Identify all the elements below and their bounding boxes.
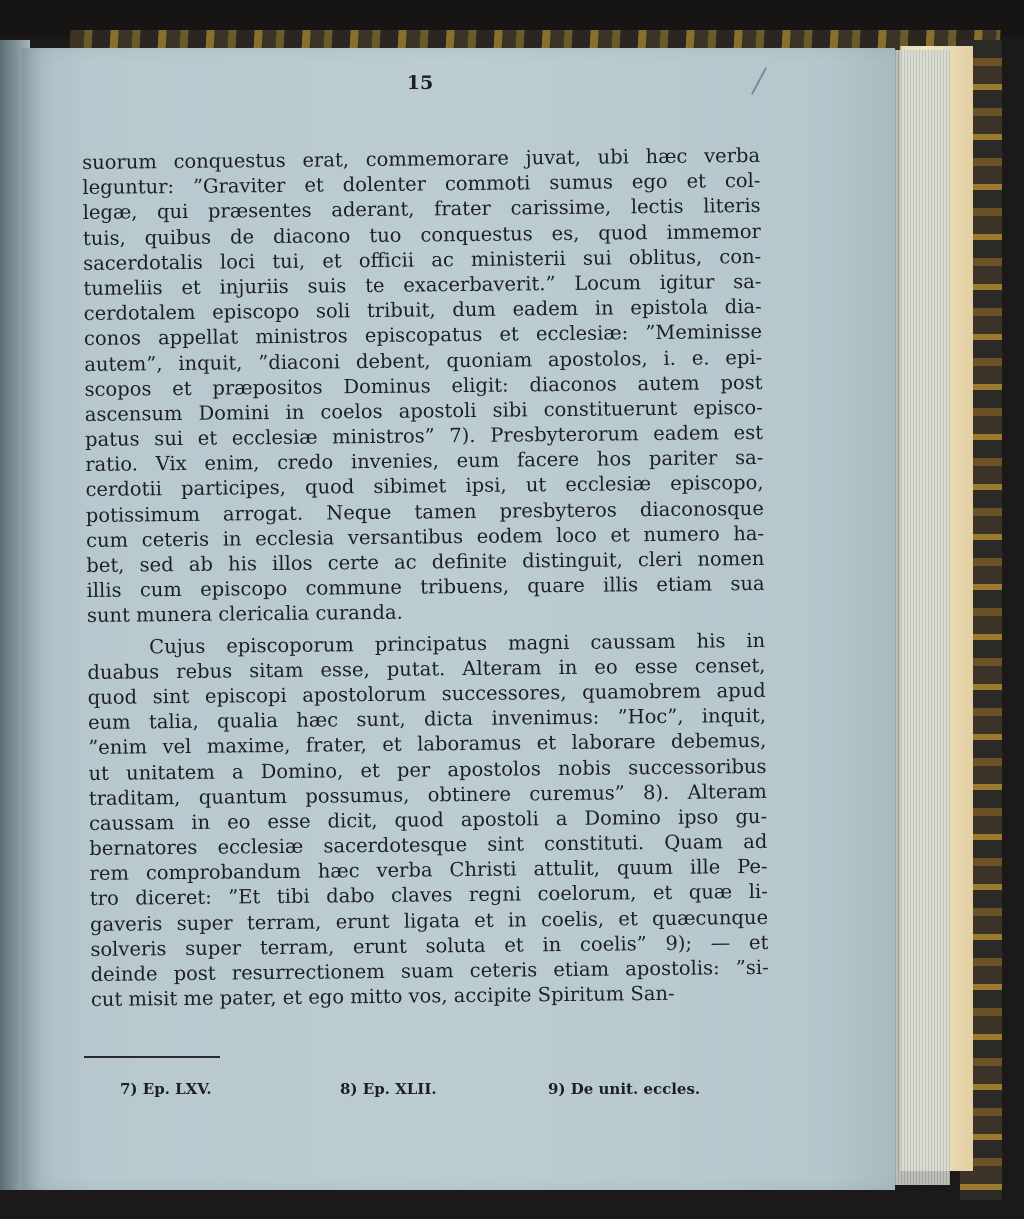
footnote-9: 9) De unit. eccles. xyxy=(548,1080,701,1098)
text-line: caussam in eo esse dicit, quod apostoli a Domino ipso gu- xyxy=(88,804,768,835)
text-line: quod sint episcopi apostolorum successores, quamobrem apud xyxy=(87,678,766,709)
text-line: sunt munera clericalia curanda. xyxy=(86,601,403,628)
body-text xyxy=(82,143,769,1012)
text-line: sacerdotalis loci tui, et officii ac ministerii sui oblitus, con- xyxy=(83,244,762,275)
text-line: patus sui et ecclesiæ ministros” 7). Presbyterorum eadem est xyxy=(84,420,764,452)
text-line: potissimum arrogat. Neque tamen presbyteros diaconosque xyxy=(85,496,764,527)
text-line: cerdotalem episcopo soli tribuit, dum eadem in epistola dia- xyxy=(83,295,762,326)
text-line: bernatores ecclesiæ sacerdotesque sint constituti. Quam ad xyxy=(89,829,768,861)
text-line: cum ceteris in ecclesia versantibus eodem loco et numero ha- xyxy=(85,521,765,552)
text-line: solveris super terram, erunt soluta et in coelis” 9); — et xyxy=(90,930,769,961)
text-line: duabus rebus sitam esse, putat. Alteram in eo esse censet, xyxy=(87,653,766,684)
footnote-8: 8) Ep. XLII. xyxy=(340,1080,437,1098)
text-line: rem comprobandum hæc verba Christi attulit, quum ille Pe- xyxy=(89,855,768,886)
footnote-7: 7) Ep. LXV. xyxy=(120,1080,212,1098)
text-line: suorum conquestus erat, commemorare juvat, ubi hæc verba xyxy=(82,143,761,174)
text-line: ”enim vel maxime, frater, et laboramus et laborare debemus, xyxy=(88,729,767,760)
text-line: ut unitatem a Domino, et per apostolos nobis successoribus xyxy=(88,754,767,785)
page-stack-edge xyxy=(890,50,950,1185)
text-line: tro diceret: ”Et tibi dabo claves regni coelorum, et quæ li- xyxy=(89,880,768,911)
text-line: conos appellat ministros episcopatus et ecclesiæ: ”Meminisse xyxy=(83,320,763,351)
text-line: bet, sed ab his illos certe ac definite distinguit, cleri nomen xyxy=(86,546,765,577)
text-line: illis cum episcopo commune tribuens, quare illis etiam sua xyxy=(86,572,765,603)
text-line: deinde post resurrectionem suam ceteris etiam apostolis: ”si- xyxy=(90,955,769,986)
text-line: legæ, qui præsentes aderant, frater carissime, lectis literis xyxy=(82,194,761,225)
text-line: Cujus episcoporum principatus magni caussam his in xyxy=(149,628,766,658)
text-line: scopos et præpositos Dominus eligit: diaconos autem post xyxy=(84,370,763,401)
text-line: leguntur: ”Graviter et dolenter commoti sumus ego et col- xyxy=(82,169,761,200)
text-line: gaveris super terram, erunt ligata et in coelis, et quæcunque xyxy=(89,905,769,936)
text-line: traditam, quantum possumus, obtinere curemus” 8). Alteram xyxy=(88,779,767,810)
text-line: tuis, quibus de diacono tuo conquestus es, quod immemor xyxy=(82,219,762,250)
text-line: cerdotii participes, quod sibimet ipsi, ut ecclesiæ episcopo, xyxy=(85,471,764,502)
text-line: eum talia, qualia hæc sunt, dicta invenimus: ”Hoc”, inquit, xyxy=(87,703,767,735)
text-line: tumeliis et injuriis suis te exacerbaverit.” Locum igitur sa- xyxy=(83,269,762,300)
footnote-rule xyxy=(84,1056,220,1058)
text-line: cut misit me pater, et ego mitto vos, accipite Spiritum San- xyxy=(90,982,675,1012)
paragraph-2 xyxy=(87,627,769,1012)
paragraph-1 xyxy=(82,143,765,629)
page-number: 15 xyxy=(406,72,434,94)
text-line: autem”, inquit, ”diaconi debent, quoniam apostolos, i. e. epi- xyxy=(84,345,763,376)
text-line: ratio. Vix enim, credo invenies, eum facere hos pariter sa- xyxy=(85,446,764,477)
text-line: ascensum Domini in coelos apostoli sibi constituerunt episco- xyxy=(84,395,763,426)
